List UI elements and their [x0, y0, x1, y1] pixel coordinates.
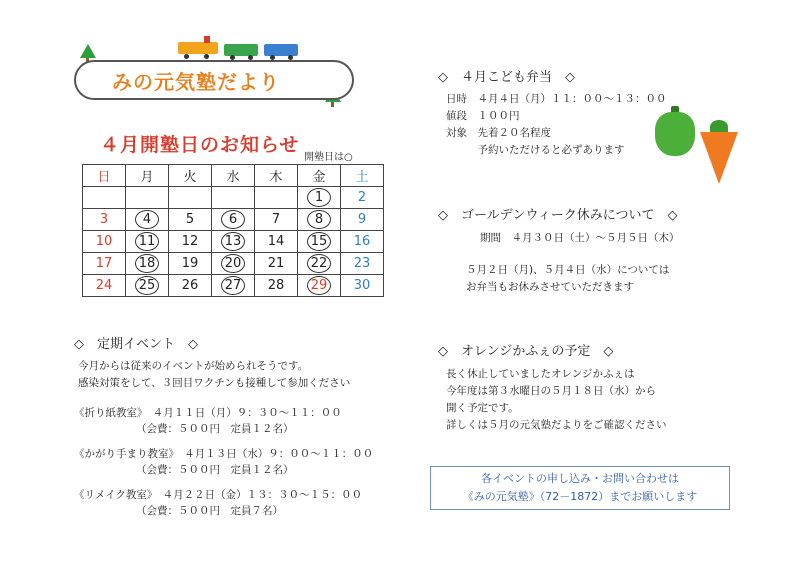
contact-box: [430, 466, 730, 510]
calendar-date-cell: [212, 209, 255, 231]
carrot-icon: [700, 132, 738, 184]
calendar-date: 3: [99, 212, 109, 227]
calendar-date-cell: [83, 275, 126, 297]
calendar-date-cell: [298, 209, 341, 231]
calendar-date: 24: [95, 278, 113, 293]
calendar-date-cell: [255, 187, 298, 209]
bento-price: 値段 １００円: [446, 110, 520, 122]
calendar-date-cell: [169, 253, 212, 275]
cafe-line-4: 詳しくは５月の元気塾だよりをご確認ください: [446, 419, 667, 431]
calendar-date-cell: [341, 231, 384, 253]
train-illustration: [178, 40, 308, 60]
event-item-fee: （会費：５００円 定員１２名）: [136, 423, 294, 435]
calendar-date-cell: [255, 275, 298, 297]
calendar-date-cell: [212, 253, 255, 275]
open-day-marker: 4: [135, 210, 159, 229]
calendar-date-cell: [212, 187, 255, 209]
calendar-date-cell: [83, 187, 126, 209]
event-item-fee: （会費：５００円 定員１２名）: [136, 464, 294, 476]
calendar-day-header: 水: [212, 165, 255, 187]
calendar-date-cell: [169, 209, 212, 231]
calendar-date-cell: [83, 253, 126, 275]
calendar-day-header: 火: [169, 165, 212, 187]
cafe-line-3: 開く予定です。: [446, 402, 519, 414]
bento-note: 予約いただけると必ずあります: [446, 144, 625, 156]
calendar-date-cell: [341, 275, 384, 297]
events-intro-2: 感染対策をして、３回目ワクチンも接種して参加ください: [78, 377, 351, 389]
cafe-line-1: 長く休止していましたオレンジかふぇは: [446, 368, 635, 380]
open-day-marker: 18: [135, 254, 159, 273]
contact-line-2: 《みの元気塾》（72－1872）までお願いします: [462, 490, 698, 503]
calendar-date-cell: [126, 275, 169, 297]
calendar-date: 5: [185, 212, 195, 227]
open-day-marker: 29: [307, 276, 331, 295]
calendar-day-header: 土: [341, 165, 384, 187]
calendar-date-cell: [83, 231, 126, 253]
calendar-header-row: [83, 165, 384, 187]
calendar-date-cell: [126, 187, 169, 209]
gw-title: ◇ ゴールデンウィーク休みについて ◇: [438, 208, 678, 223]
calendar-date-cell: [126, 209, 169, 231]
calendar-date: 28: [267, 278, 285, 293]
calendar-week-row: [83, 253, 384, 275]
calendar-date: 7: [271, 212, 281, 227]
calendar-date: 2: [357, 190, 367, 205]
events-intro-1: 今月からは従来のイベントが始められそうです。: [78, 360, 309, 372]
calendar-date: 30: [353, 278, 371, 293]
calendar-day-header: 木: [255, 165, 298, 187]
calendar-date: 9: [357, 212, 367, 227]
event-item: 《リメイク教室》 ４月２２日（金）１３：３０～１５：００: [74, 489, 363, 501]
calendar-date: 19: [181, 256, 199, 271]
calendar-table: [82, 164, 384, 297]
calendar-date-cell: [212, 231, 255, 253]
events-title: ◇ 定期イベント ◇: [74, 337, 198, 352]
calendar-legend: 開塾日は○: [304, 152, 353, 163]
open-day-marker: 27: [221, 276, 245, 295]
calendar-day-header: 金: [298, 165, 341, 187]
open-day-marker: 13: [221, 232, 245, 251]
open-day-marker: 1: [307, 188, 331, 207]
calendar-date: 26: [181, 278, 199, 293]
gw-note-1: ５月２日（月)、５月４日（水）については: [466, 264, 670, 276]
gw-period: 期間 ４月３０日（土）～５月５日（木）: [480, 232, 680, 244]
calendar-date-cell: [126, 231, 169, 253]
open-day-marker: 25: [135, 276, 159, 295]
calendar-date: 17: [95, 256, 113, 271]
calendar-date-cell: [298, 187, 341, 209]
calendar-date: 14: [267, 234, 285, 249]
contact-line-1: 各イベントの申し込み・お問い合わせは: [481, 472, 679, 485]
calendar-date-cell: [298, 275, 341, 297]
newsletter-title: みの元気塾だより: [112, 70, 280, 94]
calendar-date-cell: [169, 187, 212, 209]
bento-title: ◇ ４月こども弁当 ◇: [438, 70, 575, 85]
calendar-date: 12: [181, 234, 199, 249]
calendar-date: 16: [353, 234, 371, 249]
calendar-date-cell: [298, 253, 341, 275]
calendar-date-cell: [255, 253, 298, 275]
calendar-date-cell: [298, 231, 341, 253]
bento-datetime: 日時 ４月４日（月）１１：００～１３：００: [446, 93, 667, 105]
calendar-date-cell: [169, 231, 212, 253]
gw-note-2: お弁当もお休みさせていただきます: [466, 281, 634, 293]
calendar-date-cell: [212, 275, 255, 297]
bento-target: 対象 先着２０名程度: [446, 127, 551, 139]
event-item-fee: （会費：５００円 定員７名）: [136, 505, 283, 517]
calendar-date-cell: [341, 209, 384, 231]
calendar-date-cell: [169, 275, 212, 297]
calendar-day-header: 日: [83, 165, 126, 187]
cafe-line-2: 今年度は第３水曜日の５月１８日（水）から: [446, 385, 656, 397]
open-day-marker: 8: [307, 210, 331, 229]
event-item: 《折り紙教室》 ４月１１日（月）９：３０～１１：００: [74, 407, 342, 419]
calendar-date-cell: [126, 253, 169, 275]
calendar-week-row: [83, 231, 384, 253]
calendar-week-row: [83, 275, 384, 297]
event-item: 《かがり手まり教室》 ４月１３日（水）９：００～１１：００: [74, 448, 374, 460]
calendar-date-cell: [255, 209, 298, 231]
calendar-date-cell: [341, 187, 384, 209]
open-day-marker: 22: [307, 254, 331, 273]
calendar-week-row: [83, 209, 384, 231]
calendar-heading: ４月開塾日のお知らせ: [100, 134, 300, 156]
open-day-marker: 11: [135, 232, 159, 251]
calendar-date-cell: [255, 231, 298, 253]
calendar-day-header: 月: [126, 165, 169, 187]
calendar-date: 23: [353, 256, 371, 271]
calendar-week-row: [83, 187, 384, 209]
open-day-marker: 15: [307, 232, 331, 251]
open-day-marker: 6: [221, 210, 245, 229]
green-pepper-icon: [655, 112, 695, 156]
calendar-date-cell: [83, 209, 126, 231]
calendar-date: 10: [95, 234, 113, 249]
open-day-marker: 20: [221, 254, 245, 273]
calendar-date-cell: [341, 253, 384, 275]
calendar-date: 21: [267, 256, 285, 271]
cafe-title: ◇ オレンジかふぇの予定 ◇: [438, 344, 614, 359]
